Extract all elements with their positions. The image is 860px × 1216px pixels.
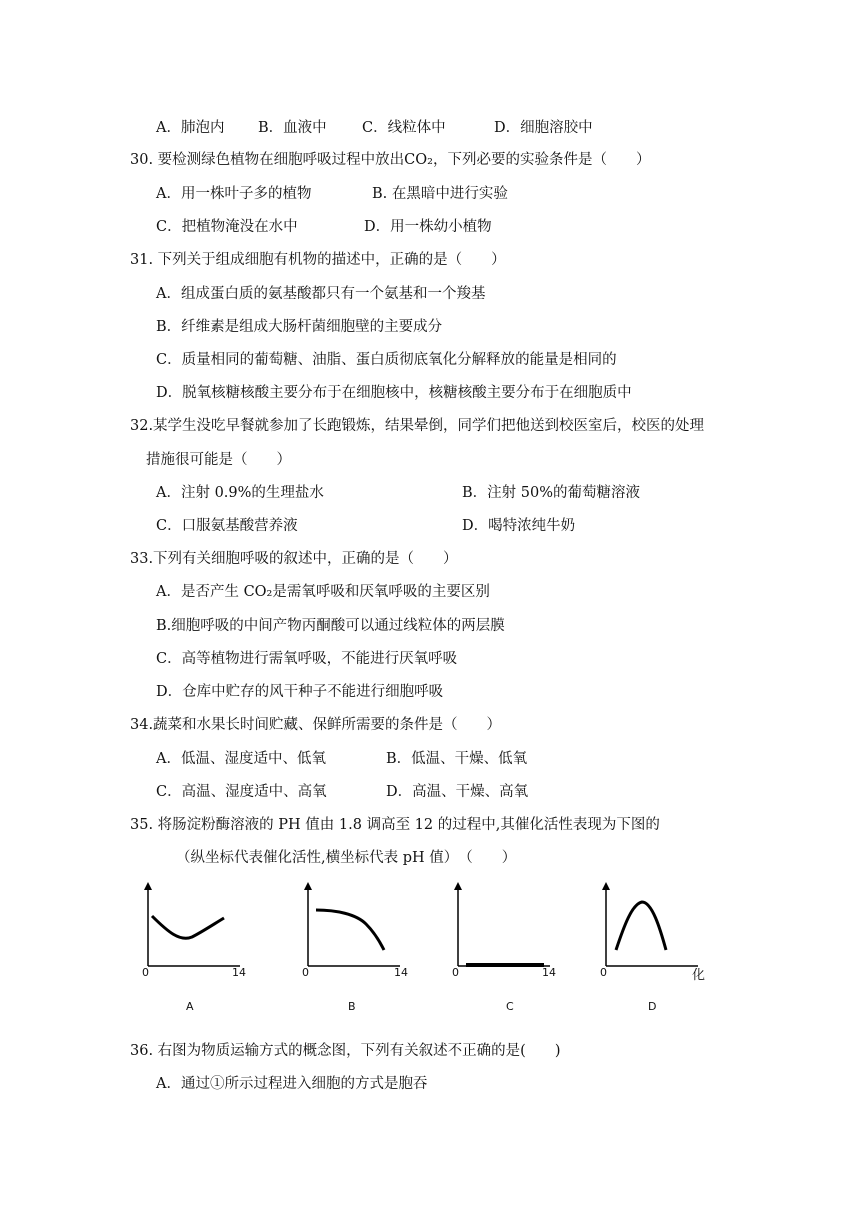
q29-option-a: A．肺泡内	[156, 120, 225, 136]
graph-b-label: B	[348, 1000, 356, 1013]
q30-option-b: B. 在黑暗中进行实验	[372, 186, 508, 202]
q34-option-a: A．低温、湿度适中、低氧	[156, 751, 326, 767]
q32-stem-line2: 措施很可能是（ ）	[146, 452, 291, 468]
q33-option-c: C．高等植物进行需氧呼吸，不能进行厌氧呼吸	[156, 651, 458, 667]
graph-a-label: A	[186, 1000, 194, 1013]
q36-option-a: A．通过①所示过程进入细胞的方式是胞吞	[156, 1076, 428, 1092]
q34-option-b: B．低温、干燥、低氧	[386, 751, 528, 767]
q30-option-a: A．用一株叶子多的植物	[156, 186, 312, 202]
q34-stem: 34.蔬菜和水果长时间贮藏、保鲜所需要的条件是（ ）	[130, 717, 502, 733]
q33-stem: 33.下列有关细胞呼吸的叙述中，正确的是（ ）	[130, 551, 458, 567]
graph-d	[598, 880, 708, 1013]
graph-c	[450, 880, 560, 1013]
q29-option-d: D．细胞溶胶中	[494, 120, 593, 136]
graph-b-y-arrow	[304, 882, 312, 890]
graph-a-plot	[140, 880, 250, 970]
q30-option-d: D．用一株幼小植物	[364, 219, 492, 235]
q29-option-c: C．线粒体中	[362, 120, 446, 136]
graph-d-label: D	[648, 1000, 657, 1013]
q32-option-a: A．注射 0.9%的生理盐水	[156, 485, 324, 501]
q32-option-b: B．注射 50%的葡萄糖溶液	[462, 485, 640, 501]
q30-stem: 30. 要检测绿色植物在细胞呼吸过程中放出CO₂，下列必要的实验条件是（ ）	[130, 152, 651, 168]
graph-d-curve	[616, 902, 666, 950]
q35-stem-line2: （纵坐标代表催化活性,横坐标代表 pH 值） （ ）	[176, 850, 517, 866]
graph-a-x0: 0	[142, 966, 149, 979]
q32-stem-line1: 32.某学生没吃早餐就参加了长跑锻炼，结果晕倒，同学们把他送到校医室后，校医的处理	[130, 418, 705, 434]
q32-option-d: D．喝特浓纯牛奶	[462, 518, 576, 534]
q31-option-c: C．质量相同的葡萄糖、油脂、蛋白质彻底氧化分解释放的能量是相同的	[156, 352, 617, 368]
graph-c-x1: 14	[542, 966, 556, 979]
q34-option-d: D．高温、干燥、高氧	[386, 784, 529, 800]
q33-option-a: A．是否产生 CO₂是需氧呼吸和厌氧呼吸的主要区别	[156, 584, 490, 600]
q32-option-c: C．口服氨基酸营养液	[156, 518, 298, 534]
q35-stem-line1: 35. 将肠淀粉酶溶液的 PH 值由 1.8 调高至 12 的过程中,其催化活性表现为下图的	[130, 817, 660, 833]
graph-b-curve	[316, 910, 384, 950]
graph-c-label: C	[506, 1000, 514, 1013]
q29-option-b: B．血液中	[258, 120, 327, 136]
graph-b-x1: 14	[394, 966, 408, 979]
q31-option-a: A．组成蛋白质的氨基酸都只有一个氨基和一个羧基	[156, 286, 486, 302]
graph-b	[300, 880, 410, 1013]
graph-d-y-arrow	[602, 882, 610, 890]
q33-option-d: D．仓库中贮存的风干种子不能进行细胞呼吸	[156, 684, 444, 700]
q30-option-c: C．把植物淹没在水中	[156, 219, 298, 235]
graph-c-plot	[450, 880, 560, 970]
graph-c-x0: 0	[452, 966, 459, 979]
q31-option-d: D．脱氧核糖核酸主要分布于在细胞核中，核糖核酸主要分布于在细胞质中	[156, 385, 632, 401]
graph-c-y-arrow	[454, 882, 462, 890]
q33-option-b: B.细胞呼吸的中间产物丙酮酸可以通过线粒体的两层膜	[156, 618, 505, 634]
graph-a-curve	[152, 916, 224, 938]
graph-a-y-arrow	[144, 882, 152, 890]
graph-d-plot	[598, 880, 708, 970]
q34-option-c: C．高温、湿度适中、高氧	[156, 784, 327, 800]
graph-a-x1: 14	[232, 966, 246, 979]
graph-d-x1: 化	[692, 968, 706, 983]
graph-d-x0: 0	[600, 966, 607, 979]
graph-b-plot	[300, 880, 410, 970]
q31-stem: 31. 下列关于组成细胞有机物的描述中，正确的是（ ）	[130, 252, 506, 268]
q31-option-b: B．纤维素是组成大肠杆菌细胞壁的主要成分	[156, 319, 443, 335]
graph-a	[140, 880, 250, 1013]
q36-stem: 36. 右图为物质运输方式的概念图，下列有关叙述不正确的是( )	[130, 1043, 561, 1059]
graph-b-x0: 0	[302, 966, 309, 979]
